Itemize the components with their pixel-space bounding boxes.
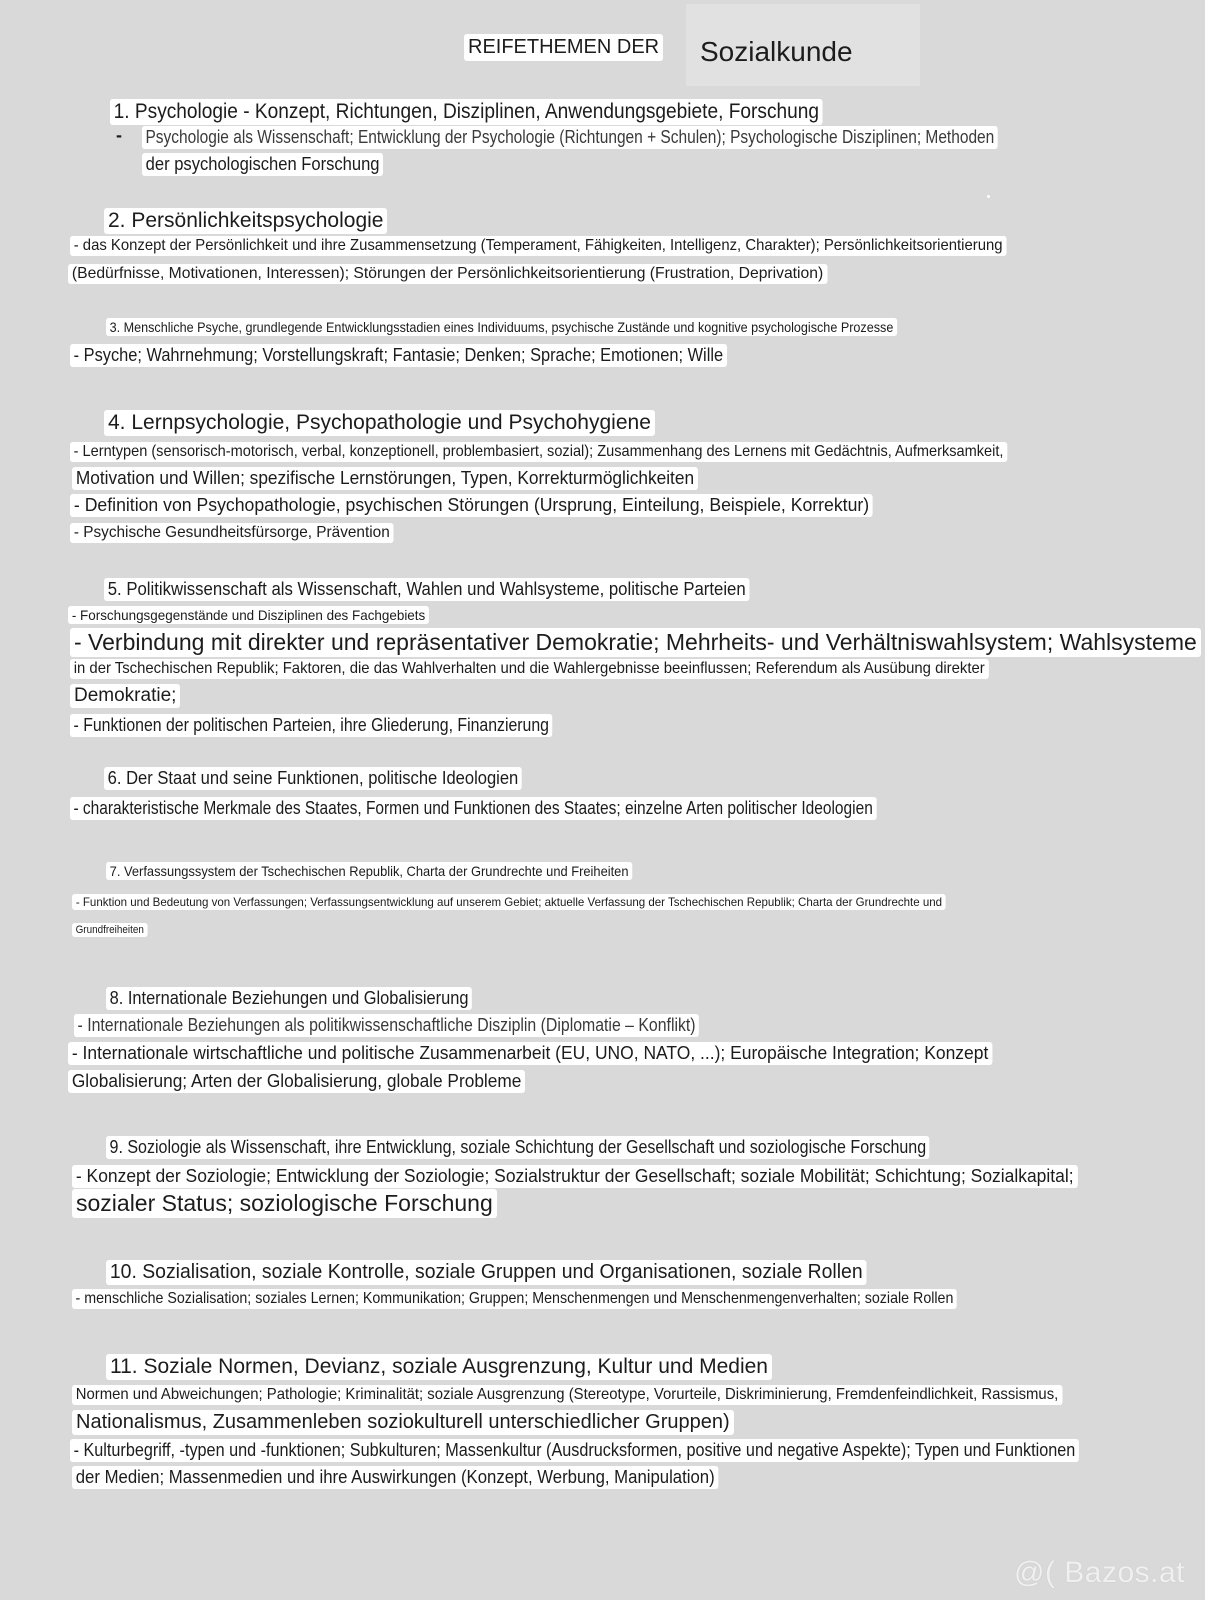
section-6-line-1: - charakteristische Merkmale des Staates, Formen und Funktionen des Staates; einzelne Arten politischer Ideologien bbox=[70, 797, 1008, 820]
section-7-line-1: - Funktion und Bedeutung von Verfassungen; Verfassungsentwicklung auf unserem Gebiet; aktuelle Verfassung der Tschechischen Republik; Charta der Grundrechte und bbox=[72, 893, 982, 911]
section-1-heading: 1. Psychologie - Konzept, Richtungen, Disziplinen, Anwendungsgebiete, Forschung bbox=[110, 99, 893, 125]
section-5-line-1: - Forschungsgegenstände und Disziplinen des Fachgebiets bbox=[68, 606, 444, 625]
section-4-line-4: - Psychische Gesundheitsfürsorge, Prävention bbox=[70, 523, 407, 543]
title-prefix: REIFETHEMEN DER bbox=[464, 34, 663, 61]
section-5-line-2: - Verbindung mit direkter und repräsentativer Demokratie; Mehrheits- und Verhältniswahlsystem; Wahlsysteme bbox=[70, 628, 1201, 657]
title-main-box bbox=[686, 4, 920, 86]
section-9-line-1: - Konzept der Soziologie; Entwicklung der Soziologie; Sozialstruktur der Gesellschaft; soziale Mobilität; Schichtung; Sozialkapital; bbox=[72, 1165, 1109, 1188]
section-11-line-1: Normen und Abweichungen; Pathologie; Kriminalität; soziale Ausgrenzung (Stereotype, Vorurteile, Diskriminierung, Fremdenfeindlichkeit, Rassismus, bbox=[72, 1385, 1137, 1405]
title-main: Sozialkunde bbox=[700, 36, 853, 67]
section-8-line-1: - Internationale Beziehungen als politikwissenschaftliche Disziplin (Diplomatie – Konflikt) bbox=[74, 1014, 784, 1037]
section-4-line-3: - Definition von Psychopathologie, psychischen Störungen (Ursprung, Einteilung, Beispiele, Korrektur) bbox=[70, 494, 889, 517]
section-9-heading: 9. Soziologie als Wissenschaft, ihre Entwicklung, soziale Schichtung der Gesellschaft und soziologische Forschung bbox=[106, 1136, 1031, 1159]
section-7-line-2: Grundfreiheiten bbox=[72, 920, 156, 938]
section-4-heading: 4. Lernpsychologie, Psychopathologie und Psychohygiene bbox=[104, 410, 655, 436]
section-5-heading: 5. Politikwissenschaft als Wissenschaft, Wahlen und Wahlsysteme, politische Parteien bbox=[104, 578, 798, 601]
section-11-line-4: der Medien; Massenmedien und ihre Auswirkungen (Konzept, Werbung, Manipulation) bbox=[72, 1466, 767, 1489]
title-block bbox=[464, 34, 663, 61]
section-11-line-3: - Kulturbegriff, -typen und -funktionen; Subkulturen; Massenkultur (Ausdrucksformen, positive und negative Aspekte); Typen und Funktionen bbox=[70, 1439, 1191, 1462]
section-9-line-2: sozialer Status; soziologische Forschung bbox=[72, 1189, 497, 1218]
section-3-line-1: - Psyche; Wahrnehmung; Vorstellungskraft; Fantasie; Denken; Sprache; Emotionen; Wille bbox=[70, 344, 792, 367]
section-10-heading: 10. Sozialisation, soziale Kontrolle, soziale Gruppen und Organisationen, soziale Rollen bbox=[106, 1260, 890, 1285]
section-7-heading: 7. Verfassungssystem der Tschechischen Republik, Charta der Grundrechte und Freiheiten bbox=[106, 862, 678, 881]
decorative-dot bbox=[987, 195, 990, 198]
watermark: @( Bazos.at bbox=[1013, 1556, 1185, 1589]
section-6-heading: 6. Der Staat und seine Funktionen, politische Ideologien bbox=[104, 767, 558, 790]
section-5-line-3: in der Tschechischen Republik; Faktoren, die das Wahlverhalten und die Wahlergebnisse beeinflussen; Referendum als Ausübung direkter bbox=[70, 659, 1058, 679]
section-5-line-5: - Funktionen der politischen Parteien, ihre Gliederung, Finanzierung bbox=[70, 714, 618, 737]
section-4-line-2: Motivation und Willen; spezifische Lernstörungen, Typen, Korrekturmöglichkeiten bbox=[72, 467, 724, 490]
section-3-heading: 3. Menschliche Psyche, grundlegende Entwicklungsstadien eines Individuums, psychische Zustände und kognitive psychologische Prozesse bbox=[106, 318, 985, 337]
section-2-line-2: (Bedürfnisse, Motivationen, Interessen); Störungen der Persönlichkeitsorientierung (Frustration, Deprivation) bbox=[68, 264, 843, 284]
section-8-heading: 8. Internationale Beziehungen und Globalisierung bbox=[106, 987, 508, 1010]
section-5-line-4: Demokratie; bbox=[70, 684, 180, 708]
section-2-heading: 2. Persönlichkeitspsychologie bbox=[104, 208, 387, 234]
section-8-line-3: Globalisierung; Arten der Globalisierung, globale Probleme bbox=[68, 1070, 544, 1093]
section-11-line-2: Nationalismus, Zusammenleben soziokulturell unterschiedlicher Gruppen) bbox=[72, 1410, 734, 1435]
section-4-line-1: - Lerntypen (sensorisch-motorisch, verbal, konzeptionell, problembasiert, sozial); Zusammenhang des Lernens mit Gedächtnis, Aufmerksamkeit, bbox=[70, 442, 1100, 462]
section-2-line-1: - das Konzept der Persönlichkeit und ihre Zusammensetzung (Temperament, Fähigkeiten, Intelligenz, Charakter); Persönlichkeitsorientierung bbox=[70, 236, 1077, 256]
section-1-line-2: der psychologischen Forschung bbox=[142, 153, 404, 176]
section-1-bullet: - bbox=[116, 125, 122, 145]
section-8-line-2: - Internationale wirtschaftliche und politische Zusammenarbeit (EU, UNO, NATO, ...); Europäische Integration; Konzept bbox=[68, 1042, 1021, 1065]
section-11-heading: 11. Soziale Normen, Devianz, soziale Ausgrenzung, Kultur und Medien bbox=[106, 1354, 772, 1380]
section-1-line-1: Psychologie als Wissenschaft; Entwicklung der Psychologie (Richtungen + Schulen); Psychologische Disziplinen; Methoden bbox=[142, 126, 1137, 149]
section-10-line-1: - menschliche Sozialisation; soziales Lernen; Kommunikation; Gruppen; Menschenmengen und Menschenmengenverhalten; soziale Rollen bbox=[72, 1289, 1066, 1309]
